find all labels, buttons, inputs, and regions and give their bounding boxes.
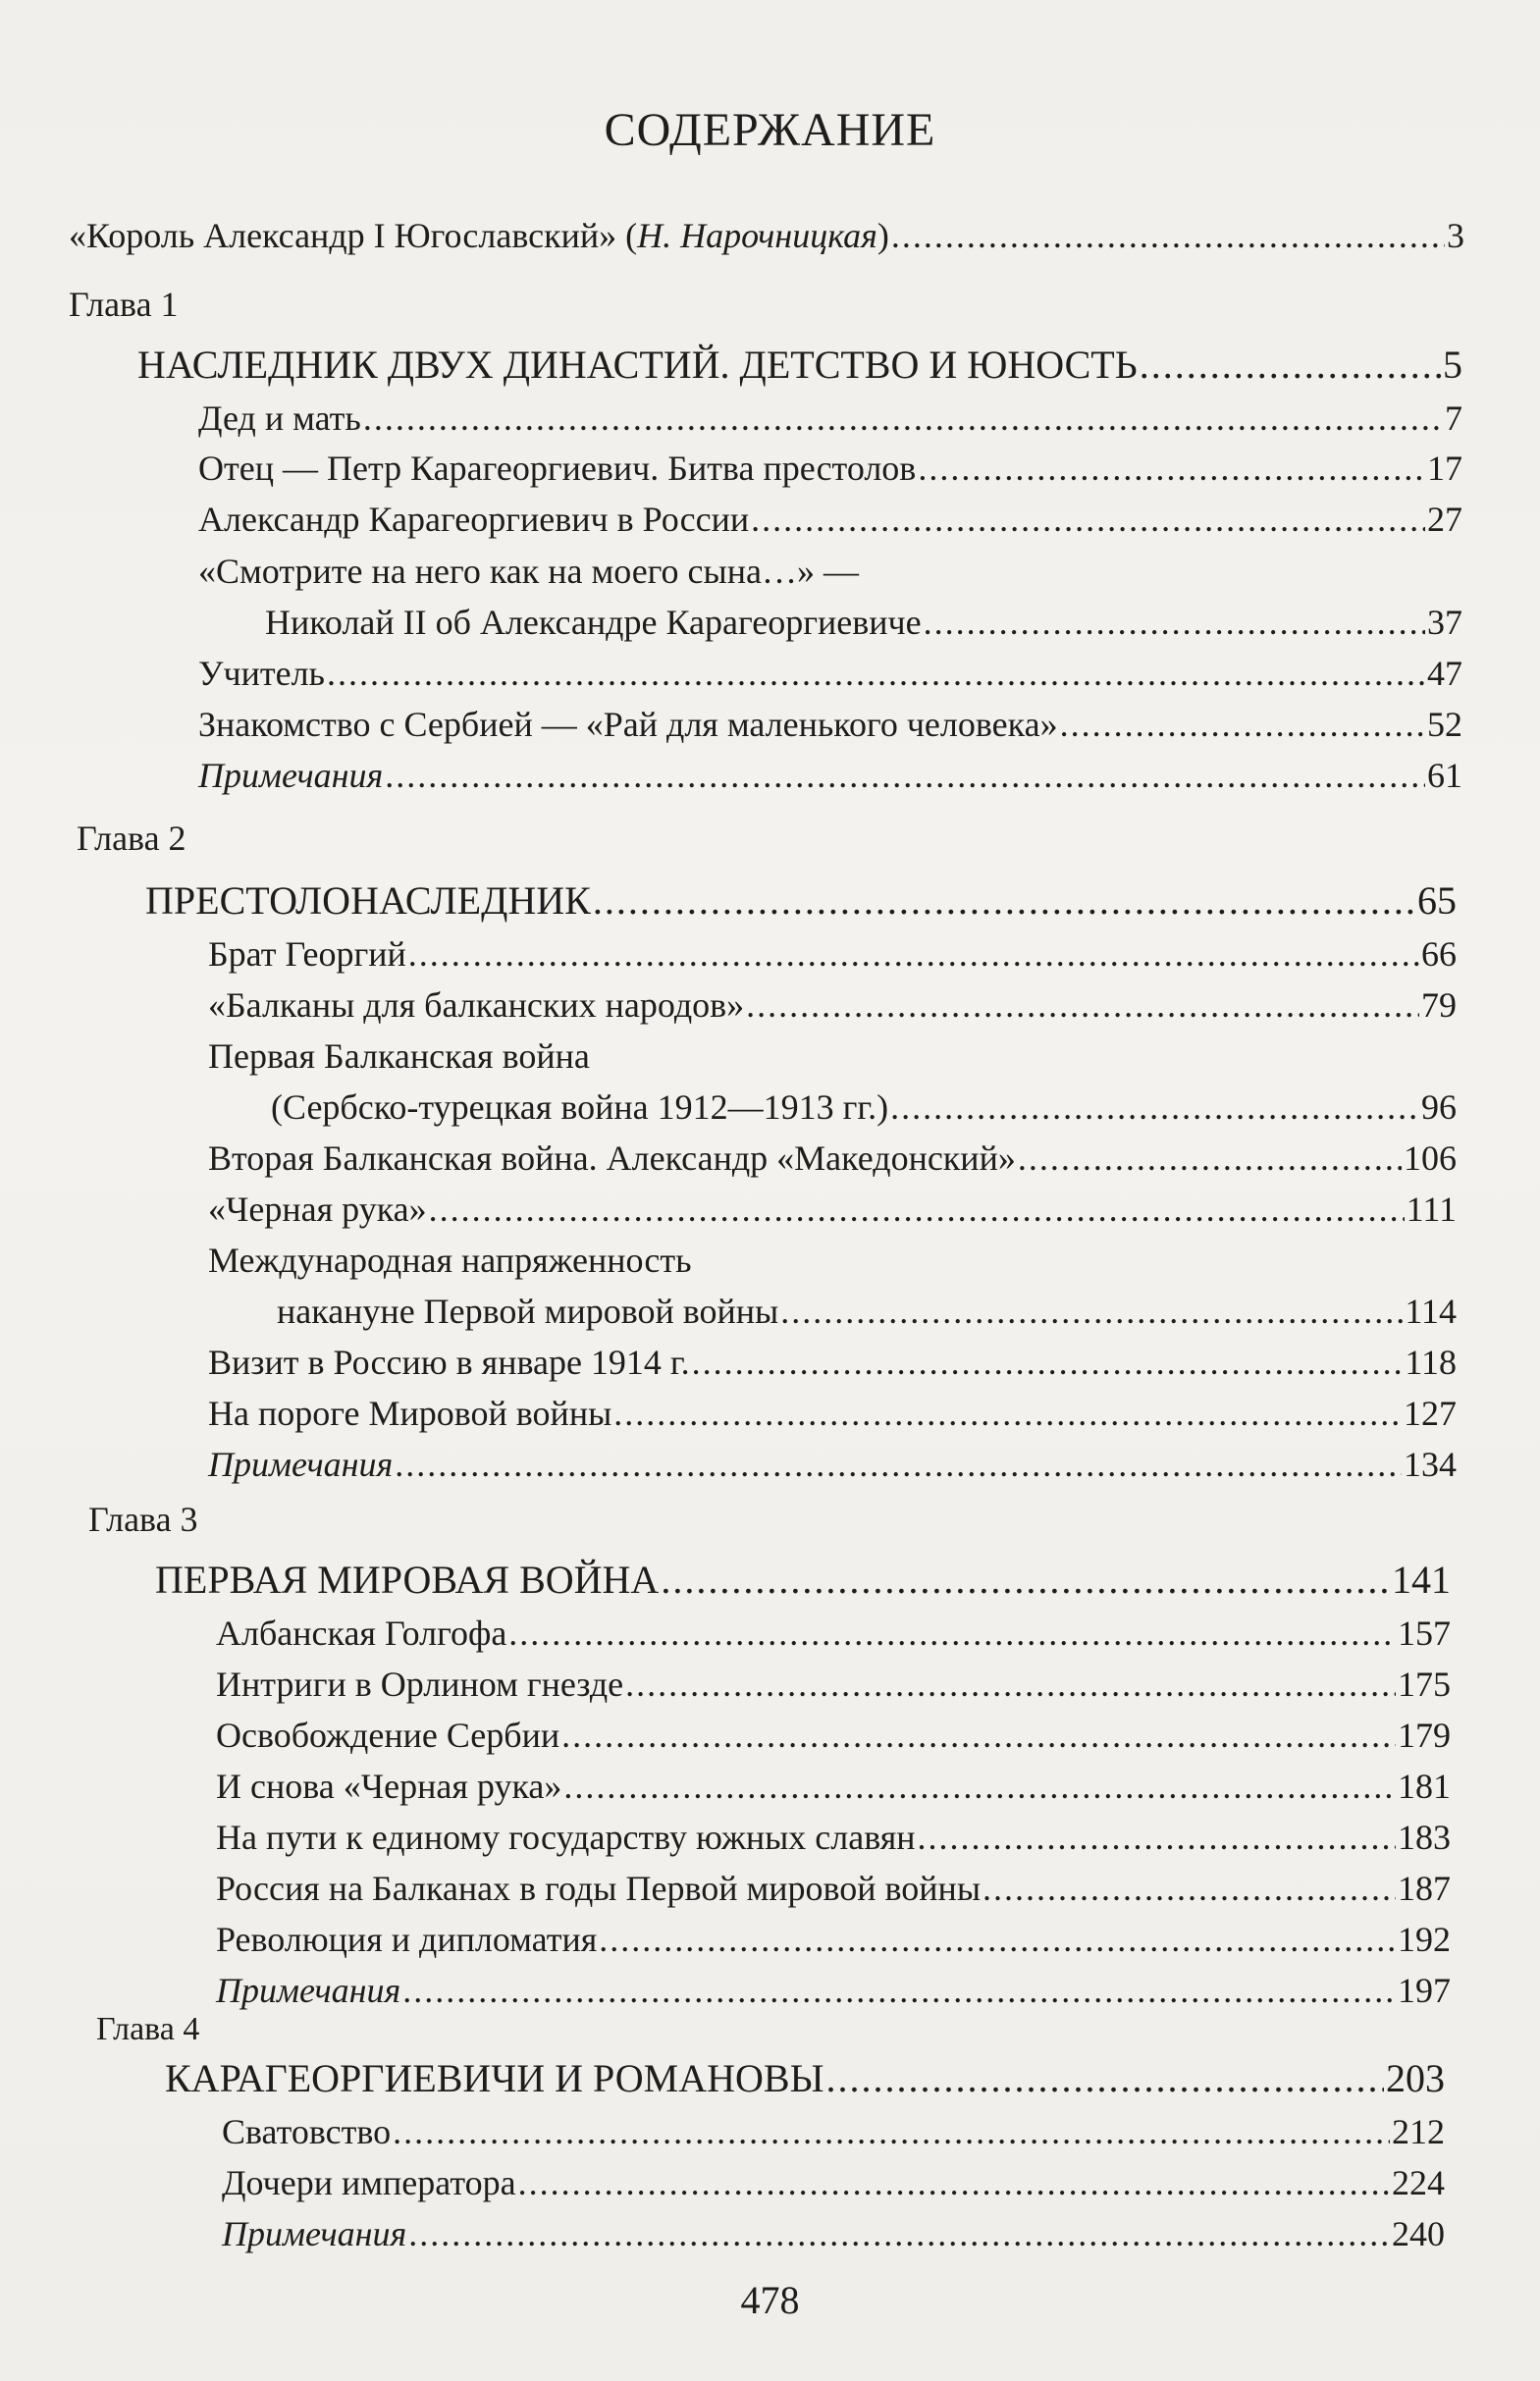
page-folio-number: 478: [740, 2278, 800, 2322]
chapter-label: Глава 3: [88, 1500, 198, 1539]
toc-entry: Визит в Россию в январе 1914 г. ..... 118: [208, 1341, 1457, 1384]
leader-dots: [593, 879, 1415, 923]
leader-dots: [625, 1663, 1396, 1706]
page-number: 61: [1427, 756, 1462, 795]
leader-dots: [661, 1559, 1390, 1602]
toc-entry: Знакомство с Сербией — «Рай для маленького человека» ..... 52: [198, 703, 1462, 746]
page-number: 127: [1404, 1394, 1457, 1433]
chapter-label: Глава 2: [77, 819, 186, 858]
leader-dots: [918, 447, 1425, 490]
leader-dots: [746, 983, 1419, 1027]
page-number: 27: [1427, 500, 1462, 539]
chapter-label: Глава 1: [69, 285, 179, 324]
page-number: 183: [1398, 1818, 1451, 1857]
page-number: 141: [1392, 1558, 1451, 1602]
page-number: 65: [1417, 878, 1457, 923]
toc-entry: На пути к единому государству южных славян ..... 183: [216, 1816, 1451, 1859]
leader-dots: [613, 1392, 1402, 1435]
leader-dots: [825, 2057, 1384, 2100]
toc-entry-notes: Примечания ..... 61: [198, 754, 1462, 797]
toc-entry: Вторая Балканская война. Александр «Македонский» ..... 106: [208, 1137, 1457, 1180]
toc-entry: Революция и дипломатия ..... 192: [216, 1918, 1451, 1961]
leader-dots: [890, 1085, 1419, 1129]
page-number: 17: [1427, 449, 1462, 488]
toc-entry-line: Международная напряженность: [208, 1241, 692, 1280]
toc-entry: (Сербско-турецкая война 1912—1913 гг.) ..... 96: [271, 1085, 1457, 1129]
toc-entry: Николай II об Александре Карагеоргиевиче ..... 37: [265, 601, 1462, 644]
leader-dots: [363, 397, 1443, 440]
leader-dots: [429, 1188, 1405, 1231]
toc-entry: На пороге Мировой войны ..... 127: [208, 1392, 1457, 1435]
page-number: 111: [1406, 1190, 1457, 1229]
leader-dots: [563, 1765, 1396, 1808]
toc-entry-notes: Примечания ..... 197: [216, 1969, 1451, 2012]
toc-entry-notes: Примечания ..... 134: [208, 1443, 1457, 1486]
toc-entry: Албанская Голгофа ..... 157: [216, 1612, 1451, 1655]
toc-entry: накануне Первой мировой войны ..... 114: [277, 1290, 1457, 1333]
leader-dots: [408, 932, 1419, 976]
chapter-heading: КАРАГЕОРГИЕВИЧИ И РОМАНОВЫ ..... 203: [165, 2057, 1445, 2100]
leader-dots: [924, 601, 1425, 644]
toc-entry-notes: Примечания ..... 240: [222, 2212, 1445, 2255]
page-number: 37: [1427, 603, 1462, 642]
toc-entry-intro: [69, 214, 1464, 257]
leader-dots: [982, 1867, 1396, 1910]
page-number: 192: [1398, 1920, 1451, 1959]
chapter-heading: ПЕРВАЯ МИРОВАЯ ВОЙНА ..... 141: [155, 1559, 1451, 1602]
page-number: 224: [1392, 2163, 1445, 2202]
toc-entry-line: Первая Балканская война: [208, 1036, 590, 1076]
toc-entry: Сватовство ..... 212: [222, 2110, 1445, 2153]
page-number: 134: [1404, 1445, 1457, 1484]
leader-dots: [891, 214, 1445, 257]
page-number: 175: [1398, 1665, 1451, 1704]
chapter-heading: НАСЛЕДНИК ДВУХ ДИНАСТИЙ. ДЕТСТВО И ЮНОСТЬ ..... 5: [137, 344, 1462, 387]
page-number: 7: [1445, 398, 1462, 438]
page-number: 240: [1392, 2214, 1445, 2253]
toc-entry: Брат Георгий ..... 66: [208, 932, 1457, 976]
leader-dots: [692, 1341, 1404, 1384]
page-number: 203: [1386, 2056, 1445, 2100]
leader-dots: [1140, 344, 1441, 387]
toc-entry: И снова «Черная рука» ..... 181: [216, 1765, 1451, 1808]
toc-entry: Интриги в Орлином гнезде ..... 175: [216, 1663, 1451, 1706]
toc-entry: Дед и мать ..... 7: [198, 397, 1462, 440]
leader-dots: [508, 1612, 1396, 1655]
page-number: 79: [1421, 985, 1457, 1025]
page-number: 3: [1447, 216, 1464, 255]
toc-entry: «Балканы для балканских народов» ..... 79: [208, 983, 1457, 1027]
page-title: СОДЕРЖАНИЕ: [604, 104, 936, 156]
toc-entry-text: «Король Александр I Югославский» (Н. Нарочницкая): [69, 216, 889, 255]
leader-dots: [751, 498, 1425, 541]
leader-dots: [1018, 1137, 1402, 1180]
leader-dots: [393, 2110, 1390, 2153]
page-number: 181: [1398, 1767, 1451, 1806]
page-number: 197: [1398, 1971, 1451, 2010]
page-number: 114: [1405, 1292, 1457, 1331]
page-number: 179: [1398, 1716, 1451, 1755]
leader-dots: [599, 1918, 1396, 1961]
toc-entry: Учитель ..... 47: [198, 652, 1462, 695]
leader-dots: [918, 1816, 1396, 1859]
chapter-heading: ПРЕСТОЛОНАСЛЕДНИК ..... 65: [145, 879, 1457, 923]
page-number: 5: [1443, 343, 1462, 387]
toc-entry: Александр Карагеоргиевич в России ..... 27: [198, 498, 1462, 541]
toc-entry: Отец — Петр Карагеоргиевич. Битва престолов ..... 17: [198, 447, 1462, 490]
leader-dots: [402, 1969, 1396, 2012]
leader-dots: [385, 754, 1425, 797]
toc-entry: «Черная рука» ..... 111: [208, 1188, 1457, 1231]
leader-dots: [1060, 703, 1425, 746]
toc-entry: Дочери императора ..... 224: [222, 2161, 1445, 2204]
page-number: 187: [1398, 1869, 1451, 1908]
page-number: 96: [1421, 1087, 1457, 1127]
leader-dots: [780, 1290, 1403, 1333]
page-number: 52: [1427, 705, 1462, 744]
page-number: 118: [1405, 1343, 1457, 1382]
page-number: 212: [1392, 2112, 1445, 2151]
leader-dots: [327, 652, 1425, 695]
page-number: 66: [1421, 934, 1457, 974]
toc-entry-line: «Смотрите на него как на моего сына…» —: [198, 552, 859, 591]
leader-dots: [518, 2161, 1390, 2204]
chapter-label: Глава 4: [96, 2011, 200, 2047]
toc-entry: Россия на Балканах в годы Первой мировой войны ..... 187: [216, 1867, 1451, 1910]
page-number: 47: [1427, 654, 1462, 693]
toc-entry: Освобождение Сербии ..... 179: [216, 1714, 1451, 1757]
leader-dots: [395, 1443, 1402, 1486]
leader-dots: [561, 1714, 1396, 1757]
page-number: 157: [1398, 1614, 1451, 1653]
page-number: 106: [1404, 1138, 1457, 1178]
leader-dots: [408, 2212, 1390, 2255]
